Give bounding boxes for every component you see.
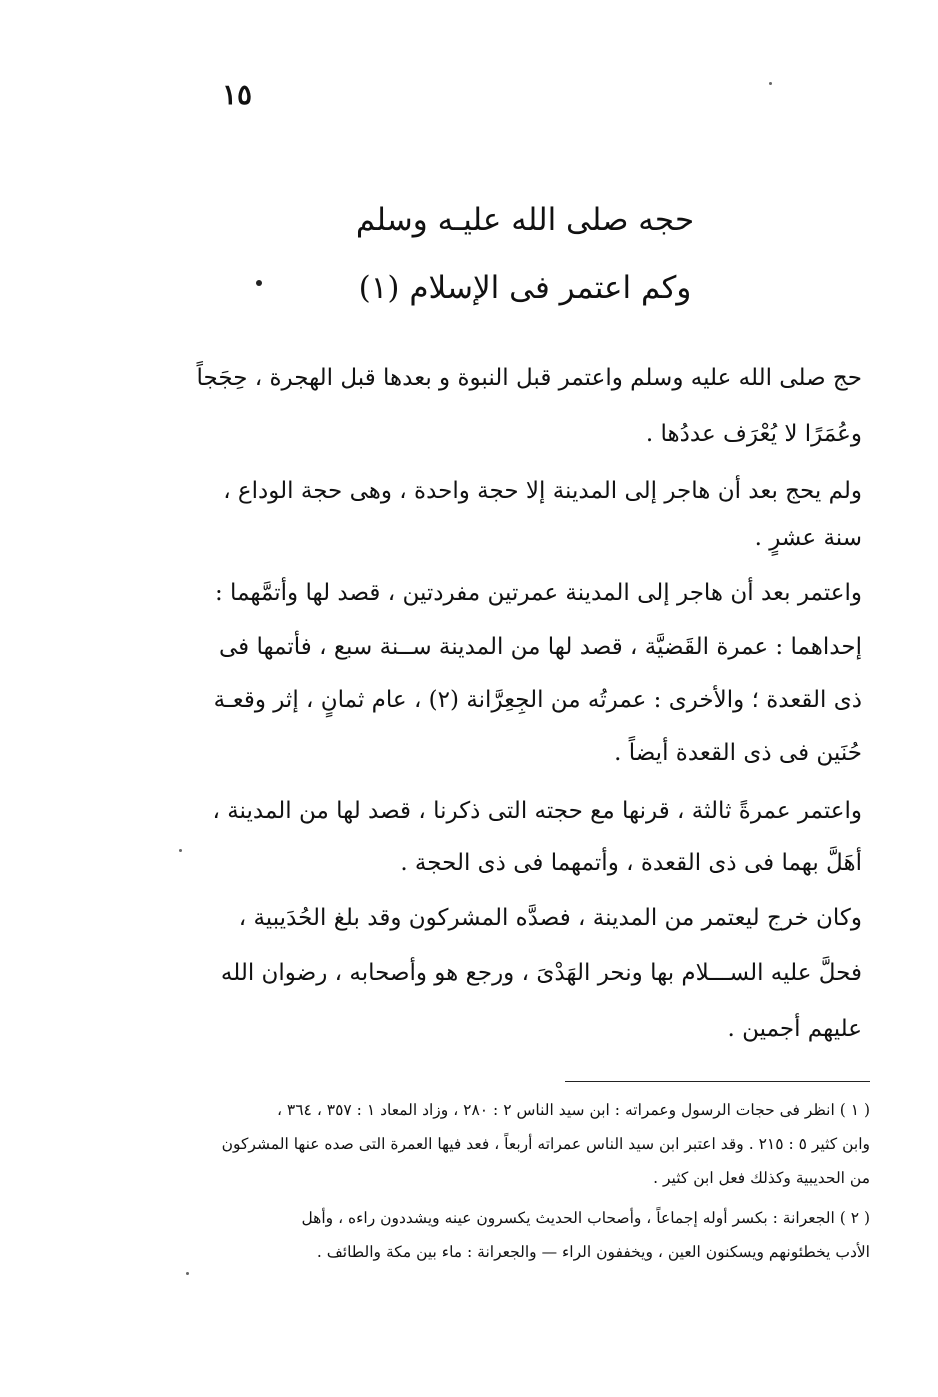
body-line: أهَلَّ بهما فى ذى القعدة ، وأتمهما فى ذى الحجة . — [400, 850, 862, 876]
body-line: واعتمر بعد أن هاجر إلى المدينة عمرتين مفردتين ، قصد لها وأتمَّهما : — [215, 580, 862, 606]
footnote-line: من الحديبية وكذلك فعل ابن كثير . — [653, 1169, 870, 1187]
body-line: وكان خرج ليعتمر من المدينة ، فصدَّه المشركون وقد بلغ الحُدَيبية ، — [238, 905, 862, 931]
body-line: فحلَّ عليه الســـلام بها ونحر الهَدْىَ ، ورجع هو وأصحابه ، رضوان الله — [220, 960, 862, 986]
body-line: عليهم أجمين . — [727, 1016, 862, 1042]
print-mark-dot — [256, 280, 262, 286]
body-line: ولم يحج بعد أن هاجر إلى المدينة إلا حجة واحدة ، وهى حجة الوداع ، — [223, 478, 862, 504]
footnote-line: ( ٢ ) الجعرانة : بكسر أوله إجماعاً ، وأصحاب الحديث يكسرون عينه ويشددون راءه ، وأهل — [301, 1209, 870, 1227]
footnote-line: ( ١ ) انظر فى حجات الرسول وعمراته : ابن سيد الناس ٢ : ٢٨٠ ، وزاد المعاد ١ : ٣٥٧ ، ٣٦٤ ، — [276, 1101, 870, 1119]
paper-speck — [179, 849, 182, 852]
body-line: واعتمر عمرةً ثالثة ، قرنها مع حجته التى ذكرنا ، قصد لها من المدينة ، — [212, 798, 862, 824]
body-line: سنة عشرٍ . — [754, 525, 862, 551]
paper-speck — [186, 1272, 189, 1275]
body-line: حُنَين فى ذى القعدة أيضاً . — [614, 740, 862, 766]
body-line: حج صلى الله عليه وسلم واعتمر قبل النبوة و بعدها قبل الهجرة ، حِجَجاً — [196, 365, 862, 391]
paper-speck — [769, 82, 772, 85]
page-number: ١٥ — [222, 78, 253, 111]
body-line: وعُمَرًا لا يُعْرَف عددُها . — [645, 421, 862, 447]
chapter-title-line-1: حجه صلى الله عليـه وسلم — [355, 202, 695, 238]
footnote-line: وابن كثير ٥ : ٢١٥ . وقد اعتبر ابن سيد الناس عمراته أربعاً ، فعد فيها العمرة التى صده عنها المشركون — [221, 1135, 870, 1153]
body-line: ذى القعدة ؛ والأخرى : عمرتُه من الجِعِرَّانة (٢) ، عام ثمانٍ ، إثر وقعـة — [213, 687, 862, 713]
chapter-title-line-2: وكم اعتمر فى الإسلام (١) — [358, 270, 692, 306]
footnote-line: الأدب يخطئونهم ويسكنون العين ، ويخففون الراء — والجعرانة : ماء بين مكة والطائف . — [316, 1243, 870, 1261]
body-line: إحداهما : عمرة القَضيَّة ، قصد لها من المدينة ســنة سبع ، فأتمها فى — [218, 634, 862, 660]
footnote-separator — [565, 1081, 870, 1082]
